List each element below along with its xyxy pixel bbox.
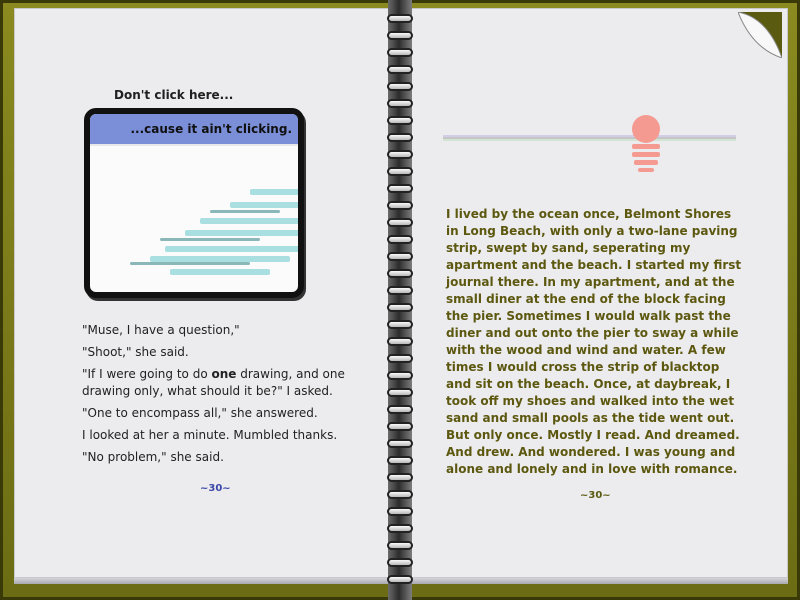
dialogue-line: "Muse, I have a question," <box>82 323 240 337</box>
dialogue-line: "No problem," she said. <box>82 450 224 464</box>
binding-ring <box>387 184 413 193</box>
dialogue-line: "One to encompass all," she answered. <box>82 406 318 420</box>
emphasized-word: one <box>211 367 237 381</box>
binding-ring <box>387 439 413 448</box>
binding-ring <box>387 133 413 142</box>
dialogue-line: "If I were going to do one drawing, and one drawing only, what should it be?" I asked. <box>82 367 345 398</box>
binding-ring <box>387 575 413 584</box>
horizon-lines <box>443 135 736 142</box>
page-curl-icon[interactable] <box>738 12 782 58</box>
binding-ring <box>387 320 413 329</box>
journal-story: I lived by the ocean once, Belmont Shores in Long Beach, with only a two-lane paving strip, swept by sand, seperating my apartment and the beach. I started my first journal there. In my apartment, and at the small diner at the end of the block facing the pier. Sometimes I would walk past the diner and out onto the pier to sway a while with the wood and wind and water. A few times I would cross the strip of blacktop and sit on the beach. Once, at daybreak, I took off my shoes and walked into the wet sand and small pools as the tide went out. But only once. Mostly I read. And dreamed. And drew. And wondered. I was young and alone and lonely and in love with romance. <box>446 207 742 476</box>
binding-ring <box>387 116 413 125</box>
binding-ring <box>387 269 413 278</box>
binding-ring <box>387 218 413 227</box>
binding-ring <box>387 524 413 533</box>
binding-ring <box>387 150 413 159</box>
caption-text: Don't click here... <box>114 88 234 102</box>
binding-ring <box>387 286 413 295</box>
binding-ring <box>387 456 413 465</box>
binding-ring <box>387 422 413 431</box>
binding-ring <box>387 388 413 397</box>
window-title-bar <box>90 114 298 146</box>
binding-ring <box>387 303 413 312</box>
sunset-icon <box>630 114 662 178</box>
binding-ring <box>387 507 413 516</box>
binding-ring <box>387 48 413 57</box>
binding-ring <box>387 99 413 108</box>
binding-ring <box>387 65 413 74</box>
binding-ring <box>387 82 413 91</box>
binding-ring <box>387 541 413 550</box>
binding-ring <box>387 354 413 363</box>
binding-ring <box>387 473 413 482</box>
right-page-number: ~30~ <box>580 490 611 501</box>
binding-ring <box>387 405 413 414</box>
binding-ring <box>387 371 413 380</box>
binding-ring <box>387 235 413 244</box>
binding-ring <box>387 490 413 499</box>
binding-ring <box>387 337 413 346</box>
binding-ring <box>387 167 413 176</box>
dialogue-line: "Shoot," she said. <box>82 345 189 359</box>
fake-window <box>84 108 304 298</box>
left-page-number: ~30~ <box>200 483 231 494</box>
binding-ring <box>387 252 413 261</box>
window-title: ...cause it ain't clicking. <box>130 122 292 136</box>
dialogue-block <box>82 322 382 471</box>
binding-ring <box>387 14 413 23</box>
binding-ring <box>387 31 413 40</box>
dialogue-line: I looked at her a minute. Mumbled thanks. <box>82 428 338 442</box>
binding-ring <box>387 558 413 567</box>
binding-ring <box>387 201 413 210</box>
